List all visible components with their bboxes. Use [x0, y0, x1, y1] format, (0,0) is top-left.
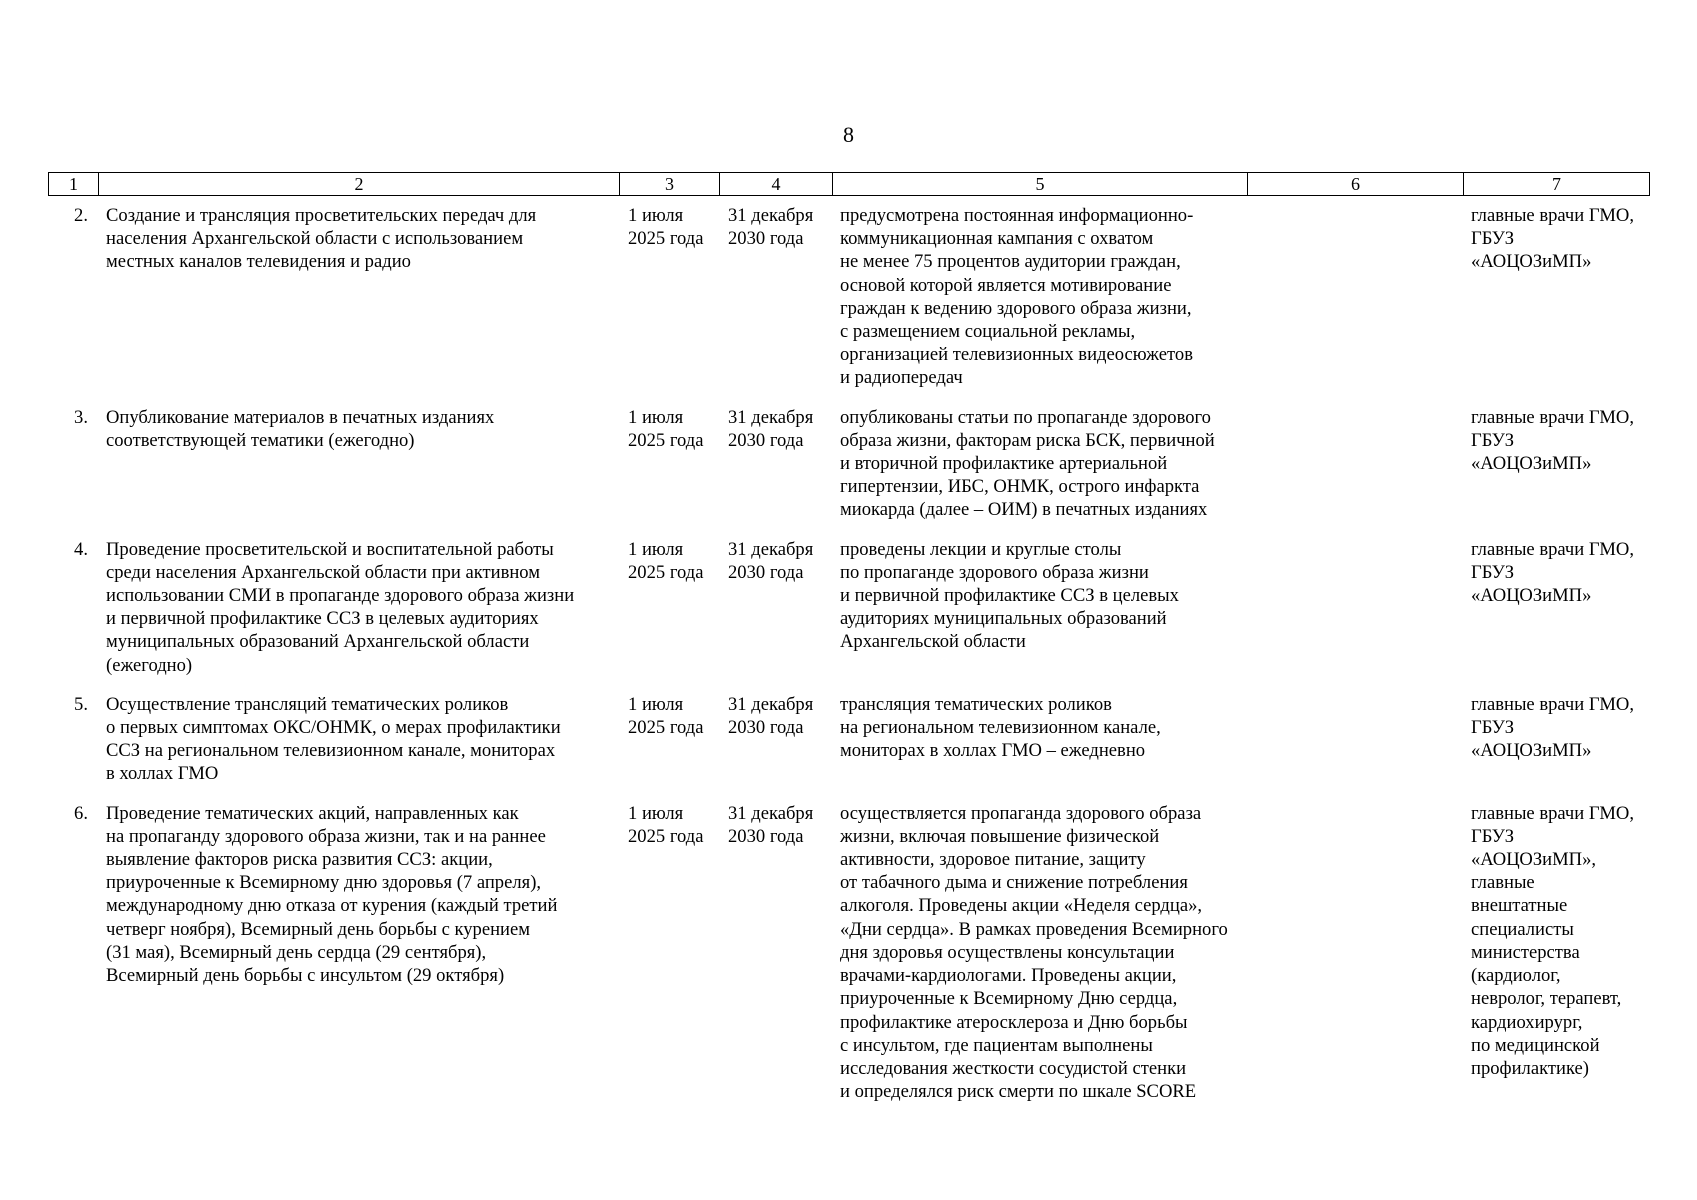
start-date: 1 июля 2025 года	[628, 693, 704, 739]
header-col-5: 5	[833, 173, 1248, 196]
action-description: Проведение просветительской и воспитательной работы среди населения Архангельской области при активном использовании СМИ в пропаганде здорового образа жизни и первичной профилактике ССЗ в целевых аудиториях муниципальных образований Архангельской области (ежегодно)	[106, 538, 575, 676]
end-date: 31 декабря 2030 года	[728, 538, 814, 583]
responsible-party: главные врачи ГМО, ГБУЗ «АОЦОЗиМП», главные внештатные специалисты министерства (кардиолог, невролог, терапевт, кардиохирург, по медицинской профилактике)	[1471, 802, 1634, 1079]
header-col-3: 3	[620, 173, 720, 196]
expected-result: осуществляется пропаганда здорового образа жизни, включая повышение физической активности, здоровое питание, защиту от табачного дыма и снижение потребления алкоголя. Проведены акции «Неделя сердца», «Дни сердца». В рамках проведения Всемирного дня здоровья осуществлены консультации врачами-кардиологами. Проведены акции, приуроченные к Всемирному Дню сердца, профилактике атеросклероза и Дню борьбы с инсультом, где пациентам выполнены исследования жесткости сосудистой стенки и определялся риск смерти по шкале SCORE	[840, 802, 1228, 1103]
action-description: Создание и трансляция просветительских передач для населения Архангельской области с использованием местных каналов телевидения и радио	[106, 205, 537, 273]
start-date: 1 июля 2025 года	[628, 802, 704, 847]
header-col-1: 1	[49, 173, 99, 196]
column-number-header	[48, 172, 1650, 196]
page-number: 8	[843, 122, 854, 147]
end-date: 31 декабря 2030 года	[728, 802, 814, 847]
expected-result: предусмотрена постоянная информационно- коммуникационная кампания с охватом не менее 75 процентов аудитории граждан, основой которой является мотивирование граждан к ведению здорового образа жизни, с размещением социальной рекламы, организацией телевизионных видеосюжетов и радиопередач	[840, 205, 1194, 389]
col6-cell	[1247, 204, 1463, 390]
action-description: Осуществление трансляций тематических роликов о первых симптомах ОКС/ОНМК, о мерах профилактики ССЗ на региональном телевизионном канале, мониторах в холлах ГМО	[106, 693, 561, 785]
expected-result: проведены лекции и круглые столы по пропаганде здорового образа жизни и первичной профилактике ССЗ в целевых аудиториях муниципальных образований Архангельской области	[840, 538, 1179, 653]
expected-result: опубликованы статьи по пропаганде здорового образа жизни, факторам риска БСК, первичной и вторичной профилактике артериальной гипертензии, ИБС, ОНМК, острого инфаркта миокарда (далее – ОИМ) в печатных изданиях	[840, 406, 1215, 521]
row-number: 4.	[74, 538, 88, 560]
action-description: Проведение тематических акций, направленных как на пропаганду здорового образа жизни, так и на раннее выявление факторов риска развития ССЗ: акции, приуроченные к Всемирному дню здоровья (7 апреля), международному дню отказа от курения (каждый третий четверг ноября), Всемирный день борьбы с курением (31 мая), Всемирный день сердца (29 сентября), Всемирный день борьбы с инсультом (29 октября)	[106, 802, 558, 987]
responsible-party: главные врачи ГМО, ГБУЗ «АОЦОЗиМП»	[1471, 693, 1634, 762]
col6-cell	[1247, 693, 1463, 786]
start-date: 1 июля 2025 года	[628, 538, 704, 583]
expected-result: трансляция тематических роликов на региональном телевизионном канале, мониторах в холлах ГМО – ежедневно	[840, 693, 1161, 762]
table-row	[48, 802, 1649, 1104]
table-row	[48, 406, 1649, 522]
header-col-6: 6	[1248, 173, 1464, 196]
responsible-party: главные врачи ГМО, ГБУЗ «АОЦОЗиМП»	[1471, 406, 1634, 475]
header-col-2: 2	[99, 173, 620, 196]
end-date: 31 декабря 2030 года	[728, 693, 814, 739]
row-number: 2.	[74, 205, 88, 226]
start-date: 1 июля 2025 года	[628, 406, 704, 451]
row-number: 3.	[74, 406, 88, 428]
row-number: 5.	[74, 693, 88, 715]
header-col-4: 4	[720, 173, 833, 196]
start-date: 1 июля 2025 года	[628, 205, 704, 250]
row-number: 6.	[74, 802, 88, 824]
table-row	[48, 693, 1649, 786]
table-row	[48, 204, 1649, 390]
col6-cell	[1247, 538, 1463, 677]
end-date: 31 декабря 2030 года	[728, 205, 814, 250]
table-body	[48, 204, 1649, 1119]
col6-cell	[1247, 802, 1463, 1104]
action-description: Опубликование материалов в печатных изданиях соответствующей тематики (ежегодно)	[106, 406, 495, 451]
end-date: 31 декабря 2030 года	[728, 406, 814, 451]
col6-cell	[1247, 406, 1463, 522]
table-row	[48, 538, 1649, 677]
responsible-party: главные врачи ГМО, ГБУЗ «АОЦОЗиМП»	[1471, 538, 1634, 607]
header-col-7: 7	[1464, 173, 1650, 196]
responsible-party: главные врачи ГМО, ГБУЗ «АОЦОЗиМП»	[1471, 205, 1634, 273]
